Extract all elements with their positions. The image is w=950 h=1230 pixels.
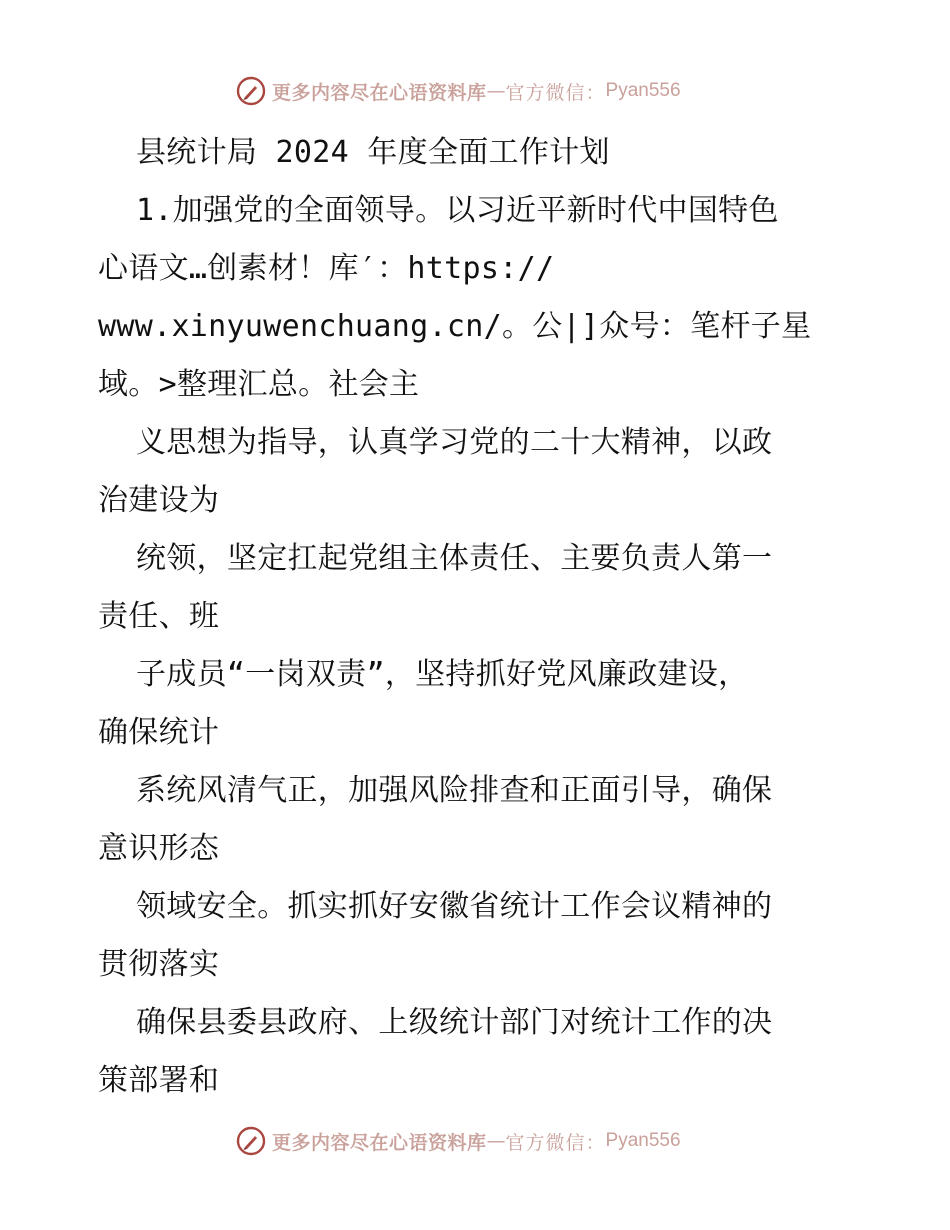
text-line: 策部署和 <box>98 1063 220 1098</box>
text-line: 子成员“一岗双责”，坚持抓好党风廉政建设， <box>136 657 749 692</box>
text-line: 确保县委县政府、上级统计部门对统计工作的决 <box>136 1005 773 1040</box>
text-line: 域。>整理汇总。社会主 <box>98 367 420 402</box>
watermark-separator: — <box>486 1130 506 1152</box>
pen-logo-icon <box>236 1126 266 1156</box>
text-line: 确保统计 <box>98 715 220 750</box>
watermark-text: 更多内容尽在心语资料库 <box>272 1131 487 1154</box>
pen-logo-icon <box>236 76 266 106</box>
watermark-wechat-id: Pyan556 <box>605 1130 681 1151</box>
footer-watermark <box>236 1124 681 1158</box>
text-line: 统领，坚定扛起党组主体责任、主要负责人第一 <box>136 541 773 576</box>
text-line: 1.加强党的全面领导。以习近平新时代中国特色 <box>136 193 779 228</box>
watermark-text: 更多内容尽在心语资料库 <box>272 81 487 104</box>
text-line: 义思想为指导，认真学习党的二十大精神，以政 <box>136 425 773 460</box>
watermark-wechat-label: 官方微信： <box>505 1131 606 1154</box>
watermark-wechat-id: Pyan556 <box>605 80 681 101</box>
document-body <box>98 124 858 1110</box>
text-line: 领域安全。抓实抓好安徽省统计工作会议精神的 <box>136 889 773 924</box>
watermark-separator: — <box>486 80 506 102</box>
text-line: 贯彻落实 <box>98 947 220 982</box>
text-line: 治建设为 <box>98 483 220 518</box>
header-watermark <box>236 74 681 108</box>
text-line: 心语文…创素材！库′：https:// <box>98 251 555 286</box>
watermark-wechat-label: 官方微信： <box>505 81 606 104</box>
text-line: 系统风清气正，加强风险排查和正面引导，确保 <box>136 773 773 808</box>
text-line: www.xinyuwenchuang.cn/。公|]众号：笔杆子星 <box>98 309 812 344</box>
text-line: 责任、班 <box>98 599 220 634</box>
text-line: 意识形态 <box>98 831 220 866</box>
document-title: 县统计局 2024 年度全面工作计划 <box>136 135 610 170</box>
